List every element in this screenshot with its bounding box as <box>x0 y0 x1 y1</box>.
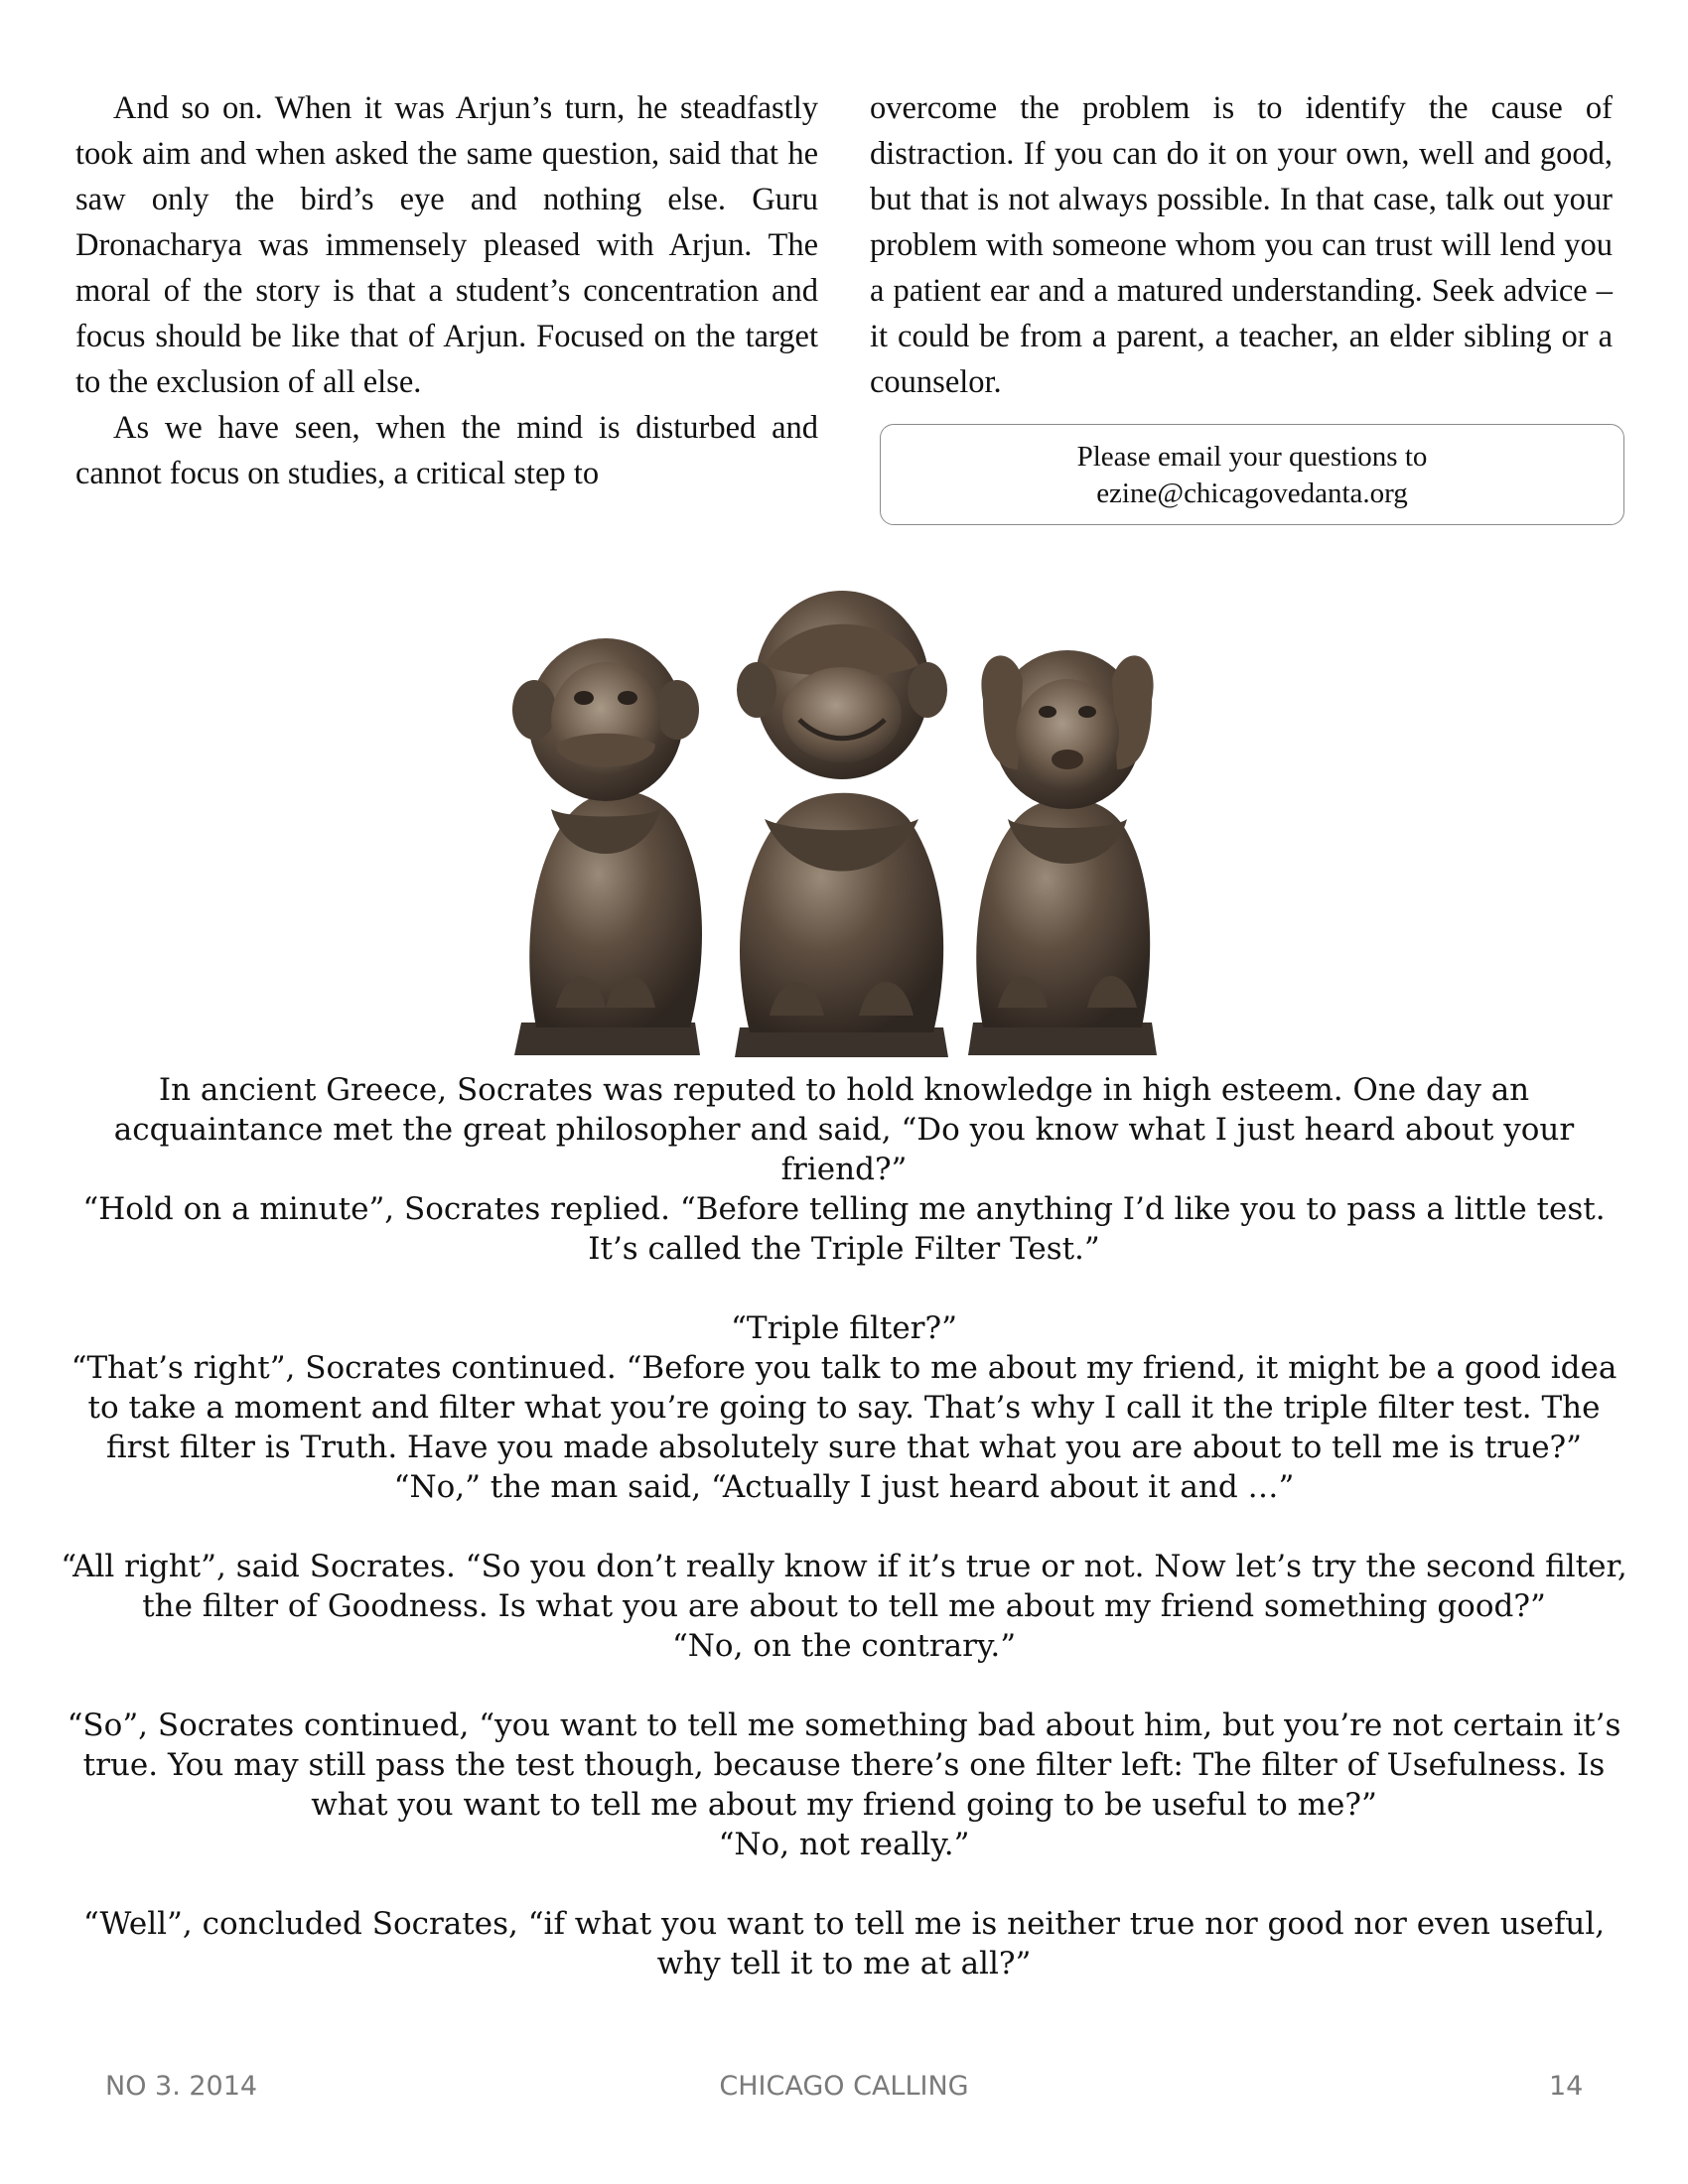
right-column <box>870 85 1613 405</box>
socrates-story <box>60 1070 1628 1983</box>
right-paragraph-1: overcome the problem is to identify the cause of distraction. If you can do it on your own, well and good, but that is not always possible. In that case, talk out your problem with someone whom you can trust will lend you a patient ear and a matured understanding. Seek advice – it could be from a parent, a teacher, an elder sibling or a counselor. <box>870 90 1613 400</box>
footer-issue: NO 3. 2014 <box>105 2071 258 2102</box>
story-paragraph: “No, on the contrary.” <box>671 1628 1017 1664</box>
story-paragraph: “No,” the man said, “Actually I just heard about it and …” <box>393 1469 1295 1505</box>
story-paragraph: “Hold on a minute”, Socrates replied. “Before telling me anything I’d like you to pass a little test. It’s called the Triple Filter Test.” <box>82 1191 1606 1267</box>
speak-no-evil-monkey <box>512 638 702 1055</box>
footer-page-number: 14 <box>1549 2071 1584 2102</box>
email-callout-line1: Please email your questions to <box>1076 441 1428 473</box>
see-no-evil-monkey <box>735 591 948 1057</box>
story-paragraph: “So”, Socrates continued, “you want to tell me something bad about him, but you’re not certain it’s true. You may still pass the test though, because there’s one filter left: The filter of Usefulness. Is what you want to tell me about my friend going to be useful to me?” <box>67 1707 1621 1823</box>
hear-no-evil-monkey <box>968 650 1157 1055</box>
email-callout-box <box>880 424 1624 525</box>
story-paragraph: “That’s right”, Socrates continued. “Before you talk to me about my friend, it might be a good idea to take a moment and filter what you’re going to say. That’s why I call it the triple filter test. The first filter is Truth. Have you made absolutely sure that what you are about to tell me is true?” <box>70 1350 1618 1465</box>
email-callout-address: ezine@chicagovedanta.org <box>1096 478 1408 509</box>
story-paragraph: “All right”, said Socrates. “So you don’t really know if it’s true or not. Now let’s try the second filter, the filter of Goodness. Is what you are about to tell me about my friend something good?” <box>61 1549 1627 1624</box>
left-column <box>75 85 818 496</box>
footer-publication-title: CHICAGO CALLING <box>719 2071 969 2102</box>
left-paragraph-1: And so on. When it was Arjun’s turn, he steadfastly took aim and when asked the same question, said that he saw only the bird’s eye and nothing else. Guru Dronacharya was immensely pleased with Arjun. The moral of the story is that a student’s concentration and focus should be like that of Arjun. Focused on the target to the exclusion of all else. <box>75 90 818 400</box>
story-paragraph: In ancient Greece, Socrates was reputed to hold knowledge in high esteem. One day an acquaintance met the great philosopher and said, “Do you know what I just heard about your friend?” <box>113 1072 1575 1187</box>
three-wise-monkeys-image <box>496 571 1182 1062</box>
story-paragraph: “Well”, concluded Socrates, “if what you want to tell me is neither true nor good nor even useful, why tell it to me at all?” <box>82 1906 1606 1981</box>
left-paragraph-2: As we have seen, when the mind is disturbed and cannot focus on studies, a critical step to <box>75 410 818 491</box>
story-paragraph: “No, not really.” <box>718 1827 970 1862</box>
story-paragraph: “Triple filter?” <box>731 1310 957 1346</box>
